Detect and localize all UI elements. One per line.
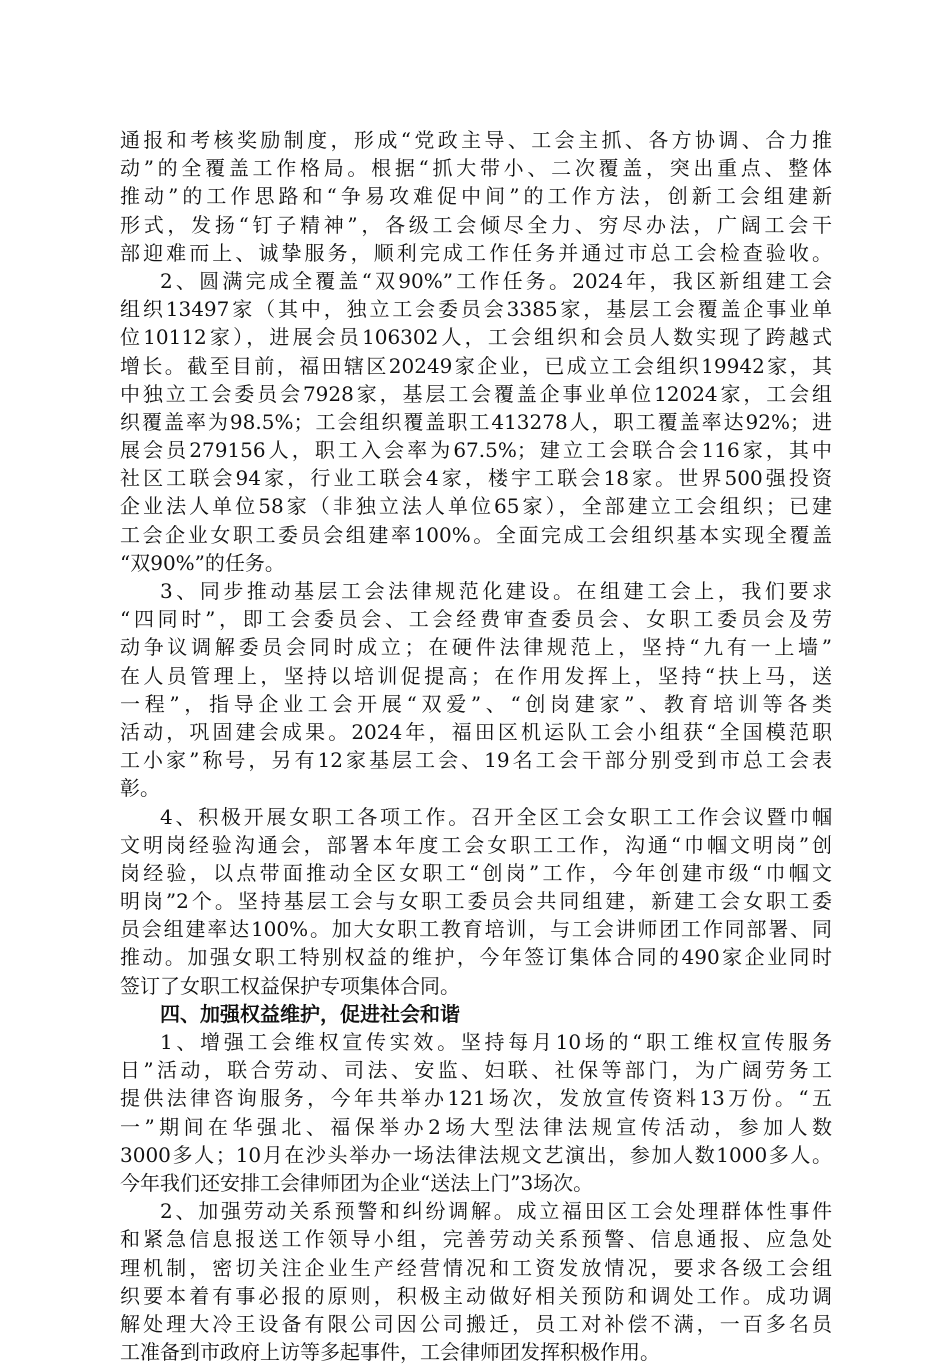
section-heading: 四、加强权益维护，促进社会和谐: [160, 1001, 460, 1026]
text-line: 动争议调解委员会同时成立；在硬件法律规范上，坚持“九有一上墙”: [120, 635, 832, 660]
text-line: 1、增强工会维权宣传实效。坚持每月10场的“职工维权宣传服务: [160, 1030, 832, 1054]
text-line: 签订了女职工权益保护专项集体合同。: [120, 973, 460, 998]
text-line: 3、同步推动基层工会法律规范化建设。在组建工会上，我们要求: [160, 579, 832, 603]
text-line: 工会企业女职工委员会组建率100%。全面完成工会组织基本实现全覆盖: [120, 522, 832, 547]
text-line: 活动，巩固建会成果。2024年，福田区机运队工会小组获“全国模范职: [120, 719, 832, 744]
text-line: 工准备到市政府上访等多起事件，工会律师团发挥积极作用。: [120, 1340, 660, 1365]
text-line: 一”期间在华强北、福保举办2场大型法律法规宣传活动，参加人数: [120, 1114, 832, 1139]
text-line: 文明岗经验沟通会，部署本年度工会女职工工作，沟通“巾帼文明岗”创: [120, 832, 832, 857]
text-line: 3000多人；10月在沙头举办一场法律法规文艺演出，参加人数1000多人。: [120, 1142, 832, 1167]
text-line: 理机制，密切关注企业生产经营情况和工资发放情况，要求各级工会组: [120, 1255, 832, 1280]
text-line: 社区工联会94家，行业工联会4家，楼宇工联会18家。世界500强投资: [120, 466, 832, 491]
text-line: 一程”，指导企业工会开展“双爱”、“创岗建家”、教育培训等各类: [120, 691, 832, 716]
text-line: 动”的全覆盖工作格局。根据“抓大带小、二次覆盖，突出重点、整体: [120, 156, 832, 181]
text-line: 明岗”2个。坚持基层工会与女职工委员会共同组建，新建工会女职工委: [120, 889, 832, 914]
text-line: 展会员279156人，职工入会率为67.5%；建立工会联合会116家，其中: [120, 438, 832, 463]
text-line: 解处理大冷王设备有限公司因公司搬迁，员工对补偿不满，一百多名员: [120, 1311, 832, 1336]
text-line: 日”活动，联合劳动、司法、安监、妇联、社保等部门，为广阔劳务工: [120, 1058, 832, 1083]
text-line: 企业法人单位58家（非独立法人单位65家），全部建立工会组织；已建: [120, 494, 832, 519]
text-line: 提供法律咨询服务，今年共举办121场次，发放宣传资料13万份。“五: [120, 1086, 832, 1111]
text-line: 中独立工会委员会7928家，基层工会覆盖企事业单位12024家，工会组: [120, 381, 832, 406]
text-line: “双90%”的任务。: [120, 550, 285, 575]
text-line: 彰。: [120, 776, 160, 801]
text-line: 岗经验，以点带面推动全区女职工“创岗”工作，今年创建市级“巾帼文: [120, 860, 832, 885]
text-line: 在人员管理上，坚持以培训促提高；在作用发挥上，坚持“扶上马，送: [120, 663, 832, 688]
text-line: 形式，发扬“钉子精神”，各级工会倾尽全力、穷尽办法，广阔工会干: [120, 212, 832, 237]
text-line: 推动”的工作思路和“争易攻难促中间”的工作方法，创新工会组建新: [120, 184, 832, 209]
text-line: 部迎难而上、诚挚服务，顺利完成工作任务并通过市总工会检查验收。: [120, 240, 832, 265]
text-line: 和紧急信息报送工作领导小组，完善劳动关系预警、信息通报、应急处: [120, 1227, 832, 1252]
text-line: 增长。截至目前，福田辖区20249家企业，已成立工会组织19942家，其: [120, 353, 832, 378]
text-line: 通报和考核奖励制度，形成“党政主导、工会主抓、各方协调、合力推: [120, 128, 832, 152]
text-line: 员会组建率达100%。加大女职工教育培训，与工会讲师团工作同部署、同: [120, 917, 832, 942]
text-line: “四同时”，即工会委员会、工会经费审查委员会、女职工委员会及劳: [120, 607, 832, 632]
text-line: 工小家”称号，另有12家基层工会、19名工会干部分别受到市总工会表: [120, 748, 832, 773]
text-line: 2、圆满完成全覆盖“双90%”工作任务。2024年，我区新组建工会: [160, 268, 832, 293]
text-line: 今年我们还安排工会律师团为企业“送法上门”3场次。: [120, 1170, 594, 1195]
text-line: 位10112家），进展会员106302人，工会组织和会员人数实现了跨越式: [120, 325, 832, 350]
document-page: [120, 126, 832, 1366]
text-line: 推动。加强女职工特别权益的维护，今年签订集体合同的490家企业同时: [120, 945, 832, 970]
text-line: 2、加强劳动关系预警和纠纷调解。成立福田区工会处理群体性事件: [160, 1199, 832, 1224]
text-line: 织覆盖率为98.5%；工会组织覆盖职工413278人，职工覆盖率达92%；进: [120, 409, 832, 434]
text-line: 织要本着有事必报的原则，积极主动做好相关预防和调处工作。成功调: [120, 1283, 832, 1308]
text-line: 4、积极开展女职工各项工作。召开全区工会女职工工作会议暨巾帼: [160, 804, 832, 829]
text-line: 组织13497家（其中，独立工会委员会3385家，基层工会覆盖企事业单: [120, 297, 832, 322]
